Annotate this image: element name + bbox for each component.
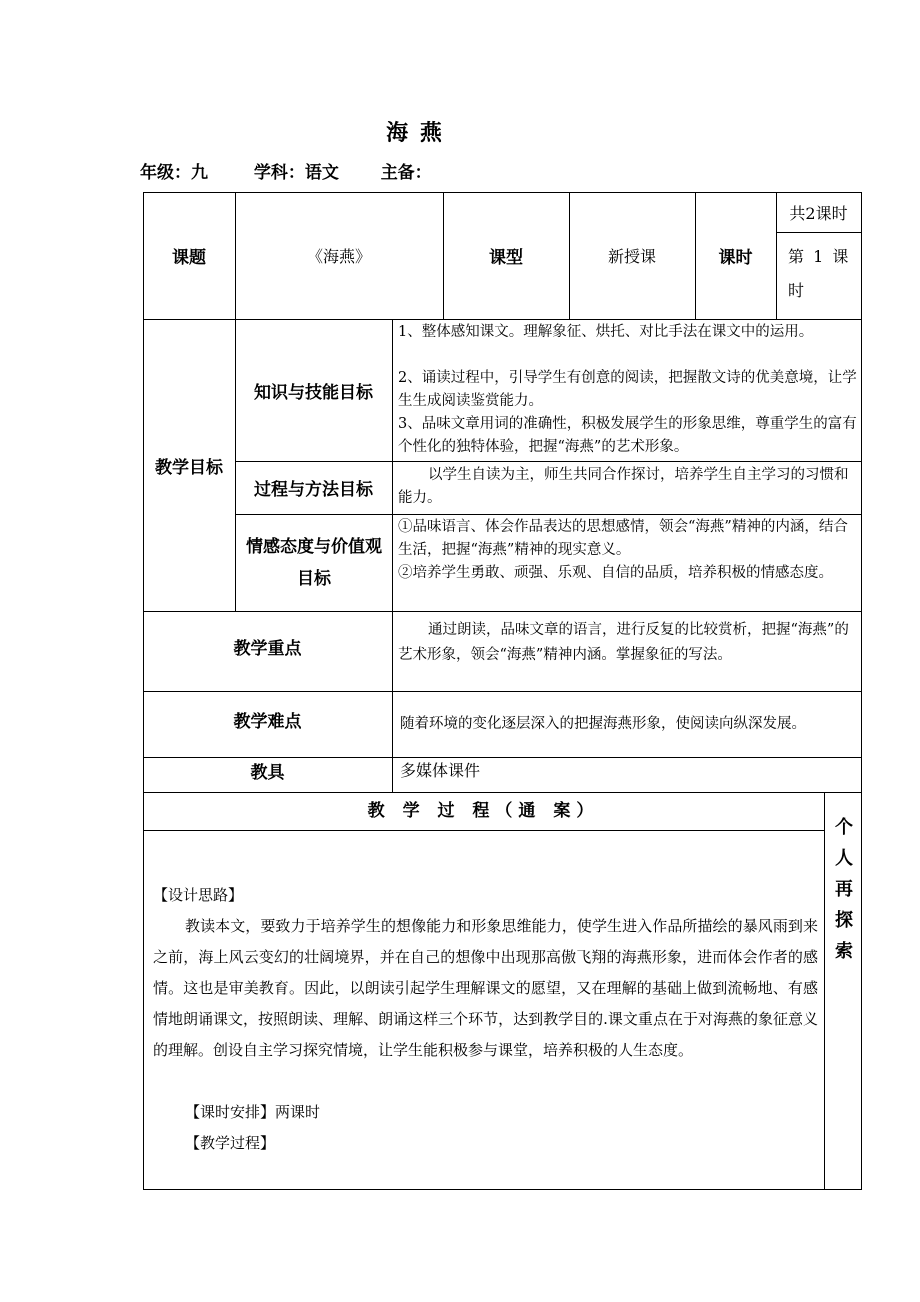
- topic-label: 课题: [172, 248, 206, 268]
- design-section: [153, 880, 818, 1159]
- grade-label: 年级：九: [140, 163, 208, 183]
- emotion-text: [398, 516, 858, 585]
- process-header: 教 学 过 程（通 案）: [367, 800, 600, 821]
- side-header: 个人再探索: [835, 817, 853, 962]
- knowledge-item-1: 1、整体感知课文。理解象征、烘托、对比手法在课文中的运用。: [398, 324, 814, 340]
- hours-current-line1: 第 1 课: [788, 247, 851, 266]
- goals-label: 教学目标: [155, 457, 223, 478]
- process-goal-label: 过程与方法目标: [254, 480, 373, 500]
- emotion-item-1: ①品味语言、体会作品表达的思想感情，领会“海燕”精神的内涵，结合生活，把握“海燕”精神的现实意义。: [398, 519, 848, 558]
- topic-value: 《海燕》: [306, 247, 371, 266]
- hours-current: [788, 240, 858, 308]
- tools-label: 教具: [250, 762, 285, 783]
- procedure-label: 【教学过程】: [185, 1134, 276, 1152]
- schedule-label: 【课时安排】两课时: [185, 1103, 321, 1121]
- design-label: 【设计思路】: [153, 886, 244, 904]
- knowledge-item-2: 2、诵读过程中，引导学生有创意的阅读，把握散文诗的优美意境，让学生生成阅读鉴赏能力。: [398, 370, 857, 409]
- type-value: 新授课: [607, 247, 656, 266]
- design-text: 教读本文，要致力于培养学生的想像能力和形象思维能力，使学生进入作品所描绘的暴风雨到来之前，海上风云变幻的壮阔境界，并在自己的想像中出现那高傲飞翔的海燕形象，进而体会作者的感情。这也是审美教育。因此，以朗读引起学生理解课文的愿望，又在理解的基础上做到流畅地、有感情地朗诵课文，按照朗读、理解、朗诵这样三个环节，达到教学目的.课文重点在于对海燕的象征意义的理解。创设自主学习探究情境，让学生能积极参与课堂，培养积极的人生态度。: [153, 917, 818, 1059]
- type-label: 课型: [489, 248, 523, 268]
- hours-label: 课时: [718, 248, 753, 268]
- knowledge-text: [398, 321, 858, 459]
- subject-label: 学科：语文: [253, 163, 339, 183]
- knowledge-item-3: 3、品味文章用词的准确性，积极发展学生的形象思维，尊重学生的富有个性化的独特体验，把握“海燕”的艺术形象。: [398, 416, 857, 455]
- emotion-item-2: ②培养学生勇敢、顽强、乐观、自信的品质，培养积极的情感态度。: [398, 565, 833, 581]
- emotion-label: 情感态度与价值观目标: [246, 536, 382, 589]
- tools-value: 多媒体课件: [400, 761, 481, 780]
- hours-total: 共2课时: [789, 203, 848, 223]
- doc-meta: [140, 158, 432, 183]
- page-title: 海 燕: [386, 121, 444, 146]
- key-label: 教学重点: [233, 638, 302, 659]
- difficult-text: 随着环境的变化逐层深入的把握海燕形象，使阅读向纵深发展。: [400, 716, 806, 732]
- knowledge-label: 知识与技能目标: [254, 382, 373, 403]
- difficult-label: 教学难点: [233, 711, 302, 732]
- prepared-by-label: 主备：: [380, 163, 432, 183]
- key-text: 通过朗读，品味文章的语言，进行反复的比较赏析，把握“海燕”的艺术形象，领会“海燕”精神内涵。掌握象征的写法。: [398, 622, 849, 663]
- hours-current-line2: 时: [788, 281, 805, 300]
- process-goal-text: 以学生自读为主，师生共同合作探讨，培养学生自主学习的习惯和能力。: [398, 467, 849, 506]
